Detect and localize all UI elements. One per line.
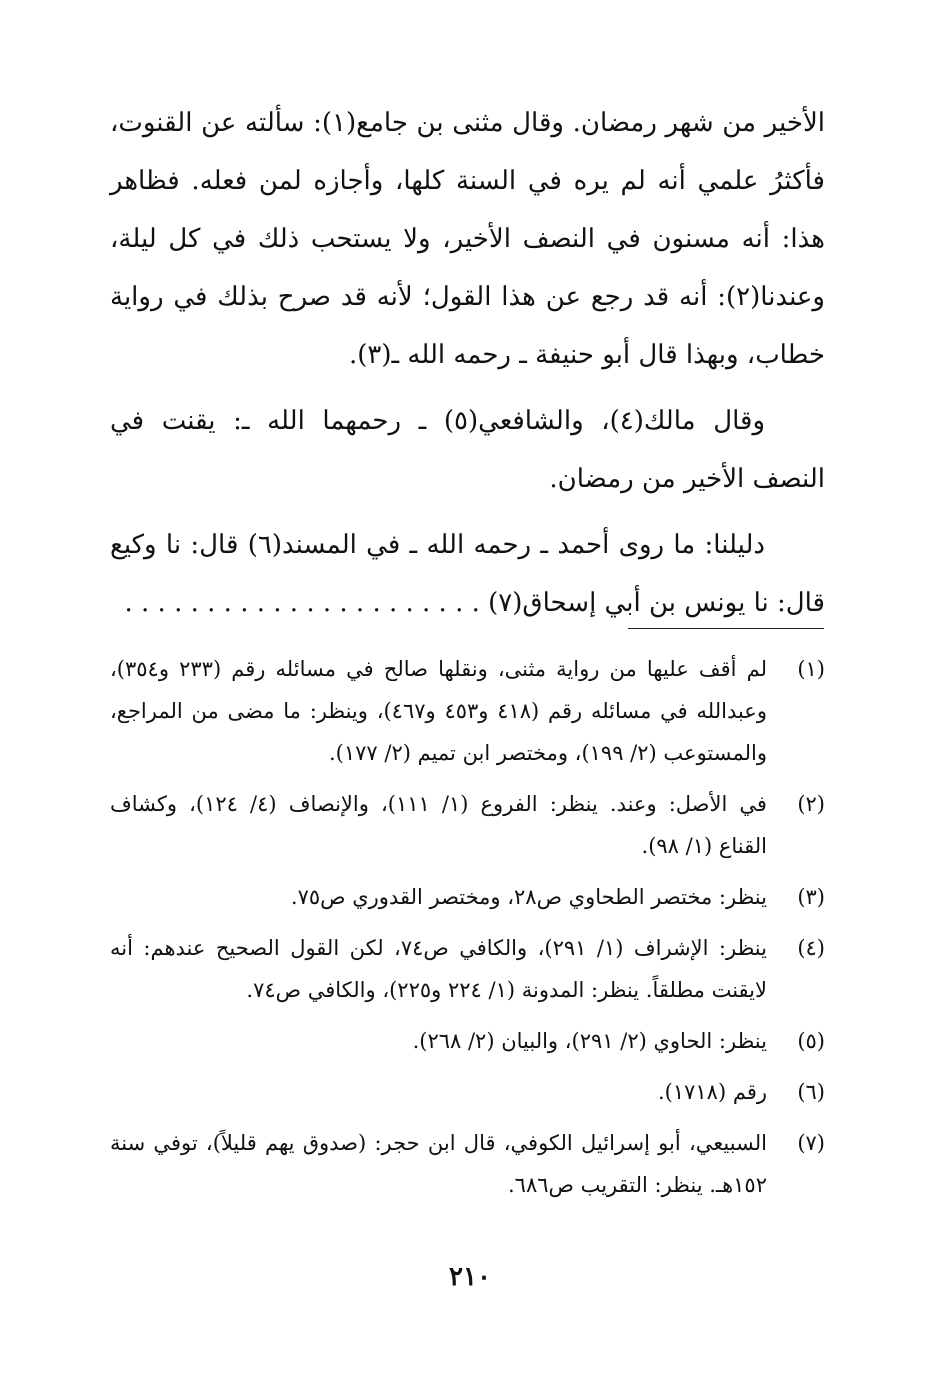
footnote-3 [110, 876, 825, 918]
footnote-number: (٣) [797, 885, 825, 909]
footnote-1 [110, 648, 825, 774]
footnote-text: السبيعي، أبو إسرائيل الكوفي، قال ابن حجر: (صدوق يهم قليلاً)، توفي سنة ١٥٢هـ. ينظر: التقريب ص٦٨٦. [110, 1131, 767, 1197]
footnote-text: ينظر: مختصر الطحاوي ص٢٨، ومختصر القدوري ص٧٥. [290, 885, 767, 909]
main-text [110, 94, 825, 632]
footnote-text: ينظر: الإشراف (١/ ٢٩١)، والكافي ص٧٤، لكن القول الصحيح عندهم: أنه لايقنت مطلقاً. ينظر: المدونة (١/ ٢٢٤ و٢٢٥)، والكافي ص٧٤. [110, 936, 767, 1002]
footnotes [110, 648, 825, 1215]
footnote-text: في الأصل: وعند. ينظر: الفروع (١/ ١١١)، والإنصاف (٤/ ١٢٤)، وكشاف القناع (١/ ٩٨). [110, 792, 767, 858]
footnote-number: (٥) [797, 1029, 825, 1053]
paragraph-3: دليلنا: ما روى أحمد ـ رحمه الله ـ في المسند(٦) قال: نا وكيع قال: نا يونس بن أبي إسحاق(٧) . . . . . . . . . . . . . . . . . . . . . . [110, 530, 825, 618]
paragraph-1: الأخير من شهر رمضان. وقال مثنى بن جامع(١): سألته عن القنوت، فأكثرُ علمي أنه لم يره في السنة كلها، وأجازه لمن فعله. فظاهر هذا: أنه مسنون في النصف الأخير، ولا يستحب ذلك في كل ليلة، وعندنا(٢): أنه قد رجع عن هذا القول؛ لأنه قد صرح بذلك في رواية خطاب، وبهذا قال أبو حنيفة ـ رحمه الله ـ(٣). [110, 108, 825, 370]
footnote-2 [110, 783, 825, 867]
footnote-6 [110, 1071, 825, 1113]
footnote-number: (٤) [797, 936, 825, 960]
paragraph-2: وقال مالك(٤)، والشافعي(٥) ـ رحمهما الله ـ: يقنت في النصف الأخير من رمضان. [110, 406, 825, 494]
footnote-separator [628, 628, 824, 629]
footnote-number: (٢) [797, 792, 825, 816]
page-number: ٢١٠ [449, 1262, 491, 1292]
footnote-number: (١) [797, 657, 825, 681]
footnote-7 [110, 1122, 825, 1206]
footnote-text: لم أقف عليها من رواية مثنى، ونقلها صالح في مسائله رقم (٢٣٣ و٣٥٤)، وعبدالله في مسائله رقم (٤١٨ و٤٥٣ و٤٦٧)، وينظر: ما مضى من المراجع، والمستوعب (٢/ ١٩٩)، ومختصر ابن تميم (٢/ ١٧٧). [110, 657, 767, 765]
footnote-number: (٦) [797, 1080, 825, 1104]
footnote-4 [110, 927, 825, 1011]
footnote-text: ينظر: الحاوي (٢/ ٢٩١)، والبيان (٢/ ٢٦٨). [412, 1029, 767, 1053]
footnote-5 [110, 1020, 825, 1062]
footnote-text: رقم (١٧١٨). [657, 1080, 767, 1104]
footnote-number: (٧) [797, 1131, 825, 1155]
